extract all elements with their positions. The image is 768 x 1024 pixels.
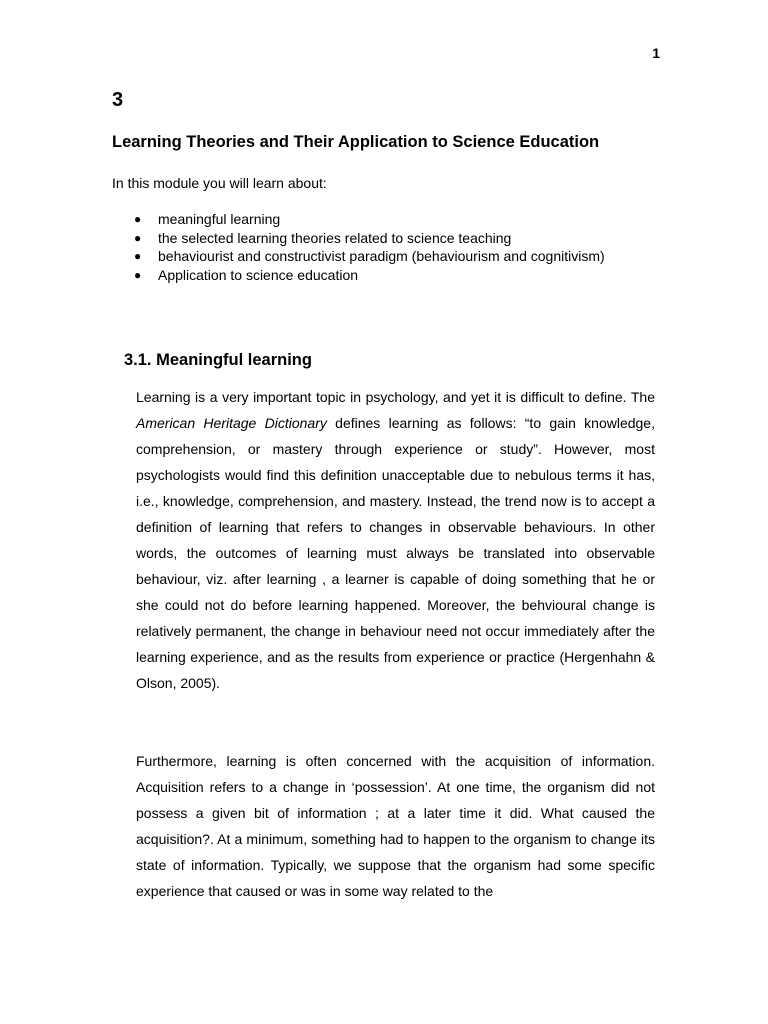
body-paragraph [136,384,655,696]
page-number: 1 [652,45,660,61]
list-item [134,266,605,285]
bullet-icon: ● [134,249,142,263]
chapter-title: Learning Theories and Their Application to Science Education [112,133,600,151]
list-item-text: behaviourist and constructivist paradigm (behaviourism and cognitivism) [158,248,605,264]
chapter-number: 3 [112,89,124,111]
bullet-icon: ● [134,267,142,282]
paragraph-rest: defines learning as follows: “to gain knowledge, comprehension, or mastery through experience or study”. However, most psychologists would find this definition unacceptable due to nebulous terms it has, i.e., knowledge, comprehension, and mastery. Instead, the trend now is to accept a definition of learning that refers to changes in observable behaviours. In other words, the outcomes of learning must always be translated into observable behaviour, viz. after learning , a learner is capable of doing something that he or she could not do before learning happened. Moreover, the behvioural change is relatively permanent, the change in behaviour need not occur immediately after the learning experience, and as the results from experience or practice (Hergenhahn & Olson, 2005). [136,415,655,691]
list-item [134,229,605,248]
list-item-text: meaningful learning [158,211,281,227]
body-paragraph: Furthermore, learning is often concerned with the acquisition of information. Acquisition refers to a change in ‘possession’. At one time, the organism did not possess a given bit of information ; at a later time it did. What caused the acquisition?. At a minimum, something had to happen to the organism to change its state of information. Typically, we suppose that the organism had some specific experience that caused or was in some way related to the [136,753,655,899]
section-heading: 3.1. Meaningful learning [124,351,312,369]
list-item [134,210,605,229]
list-item-text: Application to science education [158,266,359,283]
intro-text: In this module you will learn about: [112,175,327,191]
topic-list [134,210,605,284]
bullet-icon: ● [134,230,142,245]
bullet-icon: ● [134,212,142,226]
list-item [134,247,605,266]
dictionary-title: American Heritage Dictionary [136,415,327,431]
paragraph-lead: Learning is a very important topic in psychology, and yet it is difficult to define. The [136,389,655,405]
list-item-text: the selected learning theories related to science teaching [158,229,512,246]
